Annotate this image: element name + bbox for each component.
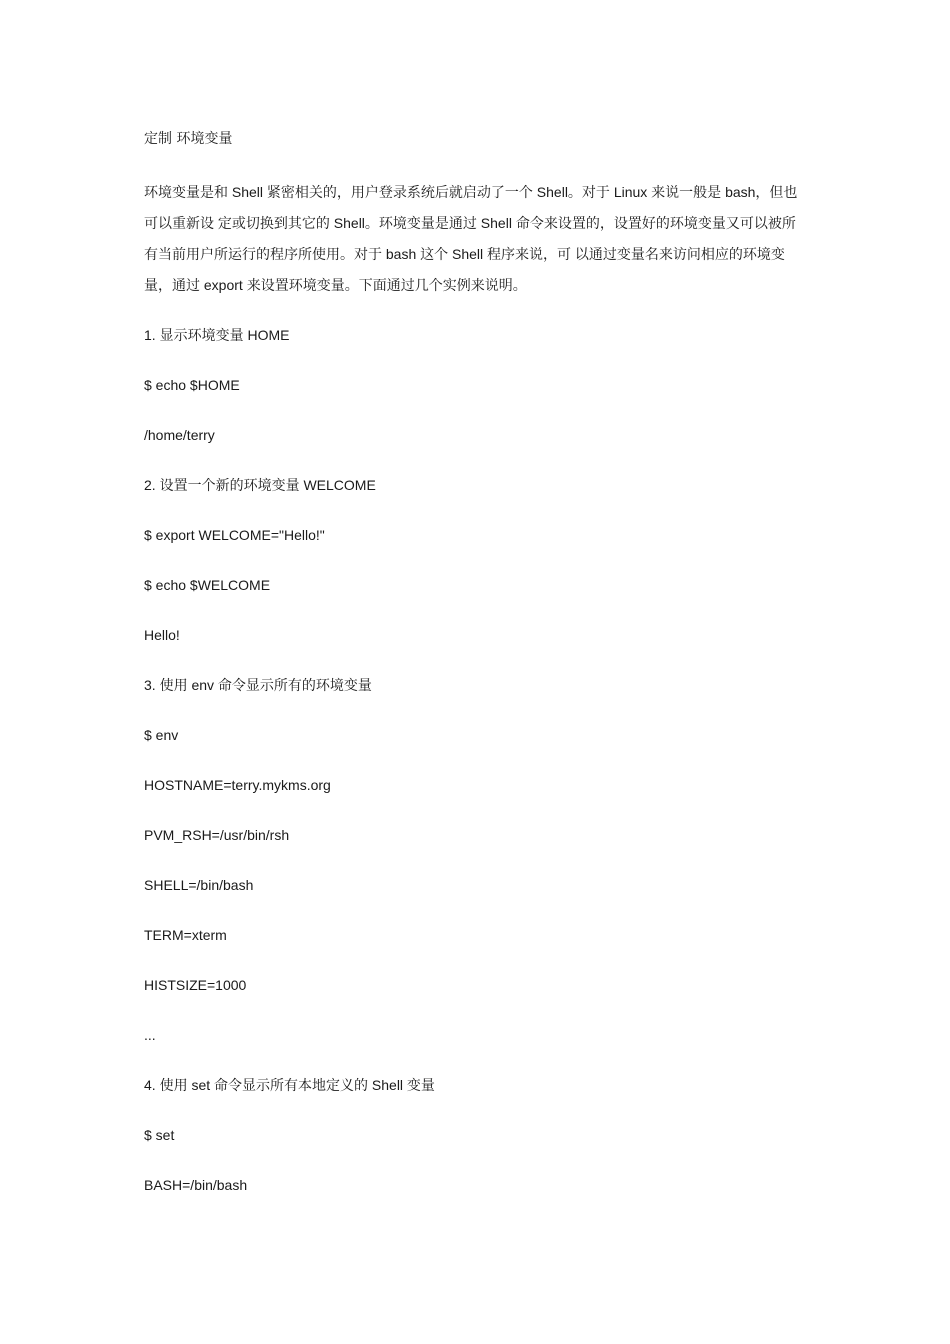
- example-4-heading: 4. 使用 set 命令显示所有本地定义的 Shell 变量: [144, 1077, 435, 1093]
- example-2-heading: 2. 设置一个新的环境变量 WELCOME: [144, 477, 376, 493]
- output-line: HOSTNAME=terry.mykms.org: [144, 777, 331, 793]
- output-line: SHELL=/bin/bash: [144, 877, 254, 893]
- command-line: $ export WELCOME="Hello!": [144, 527, 325, 543]
- command-line: $ echo $WELCOME: [144, 577, 271, 593]
- document-title: 定制 环境变量: [144, 131, 233, 147]
- output-line: /home/terry: [144, 427, 215, 443]
- output-line: Hello!: [144, 627, 180, 643]
- example-3-heading: 3. 使用 env 命令显示所有的环境变量: [144, 677, 372, 693]
- document-content: [144, 128, 808, 1224]
- intro-paragraph: 环境变量是和 Shell 紧密相关的，用户登录系统后就启动了一个 Shell。对于 Linux 来说一般是 bash，但也可以重新设 定或切换到其它的 Shell。环境变量是通过 Shell 命令来设置的，设置好的环境变量又可以被所有当前用户所运行的程序所使用。对于 bash 这个 Shell 程序来说，可 以通过变量名来访问相应的环境变量，通过 export 来设置环境变量。下面通过几个实例来说明。: [144, 184, 798, 293]
- output-line: HISTSIZE=1000: [144, 977, 247, 993]
- output-line: PVM_RSH=/usr/bin/rsh: [144, 827, 290, 843]
- command-line: $ echo $HOME: [144, 377, 240, 393]
- output-line: TERM=xterm: [144, 927, 227, 943]
- command-line: $ env: [144, 727, 179, 743]
- command-line: $ set: [144, 1127, 175, 1143]
- ellipsis-line: ...: [144, 1027, 156, 1043]
- example-1-heading: 1. 显示环境变量 HOME: [144, 327, 290, 343]
- output-line: BASH=/bin/bash: [144, 1177, 248, 1193]
